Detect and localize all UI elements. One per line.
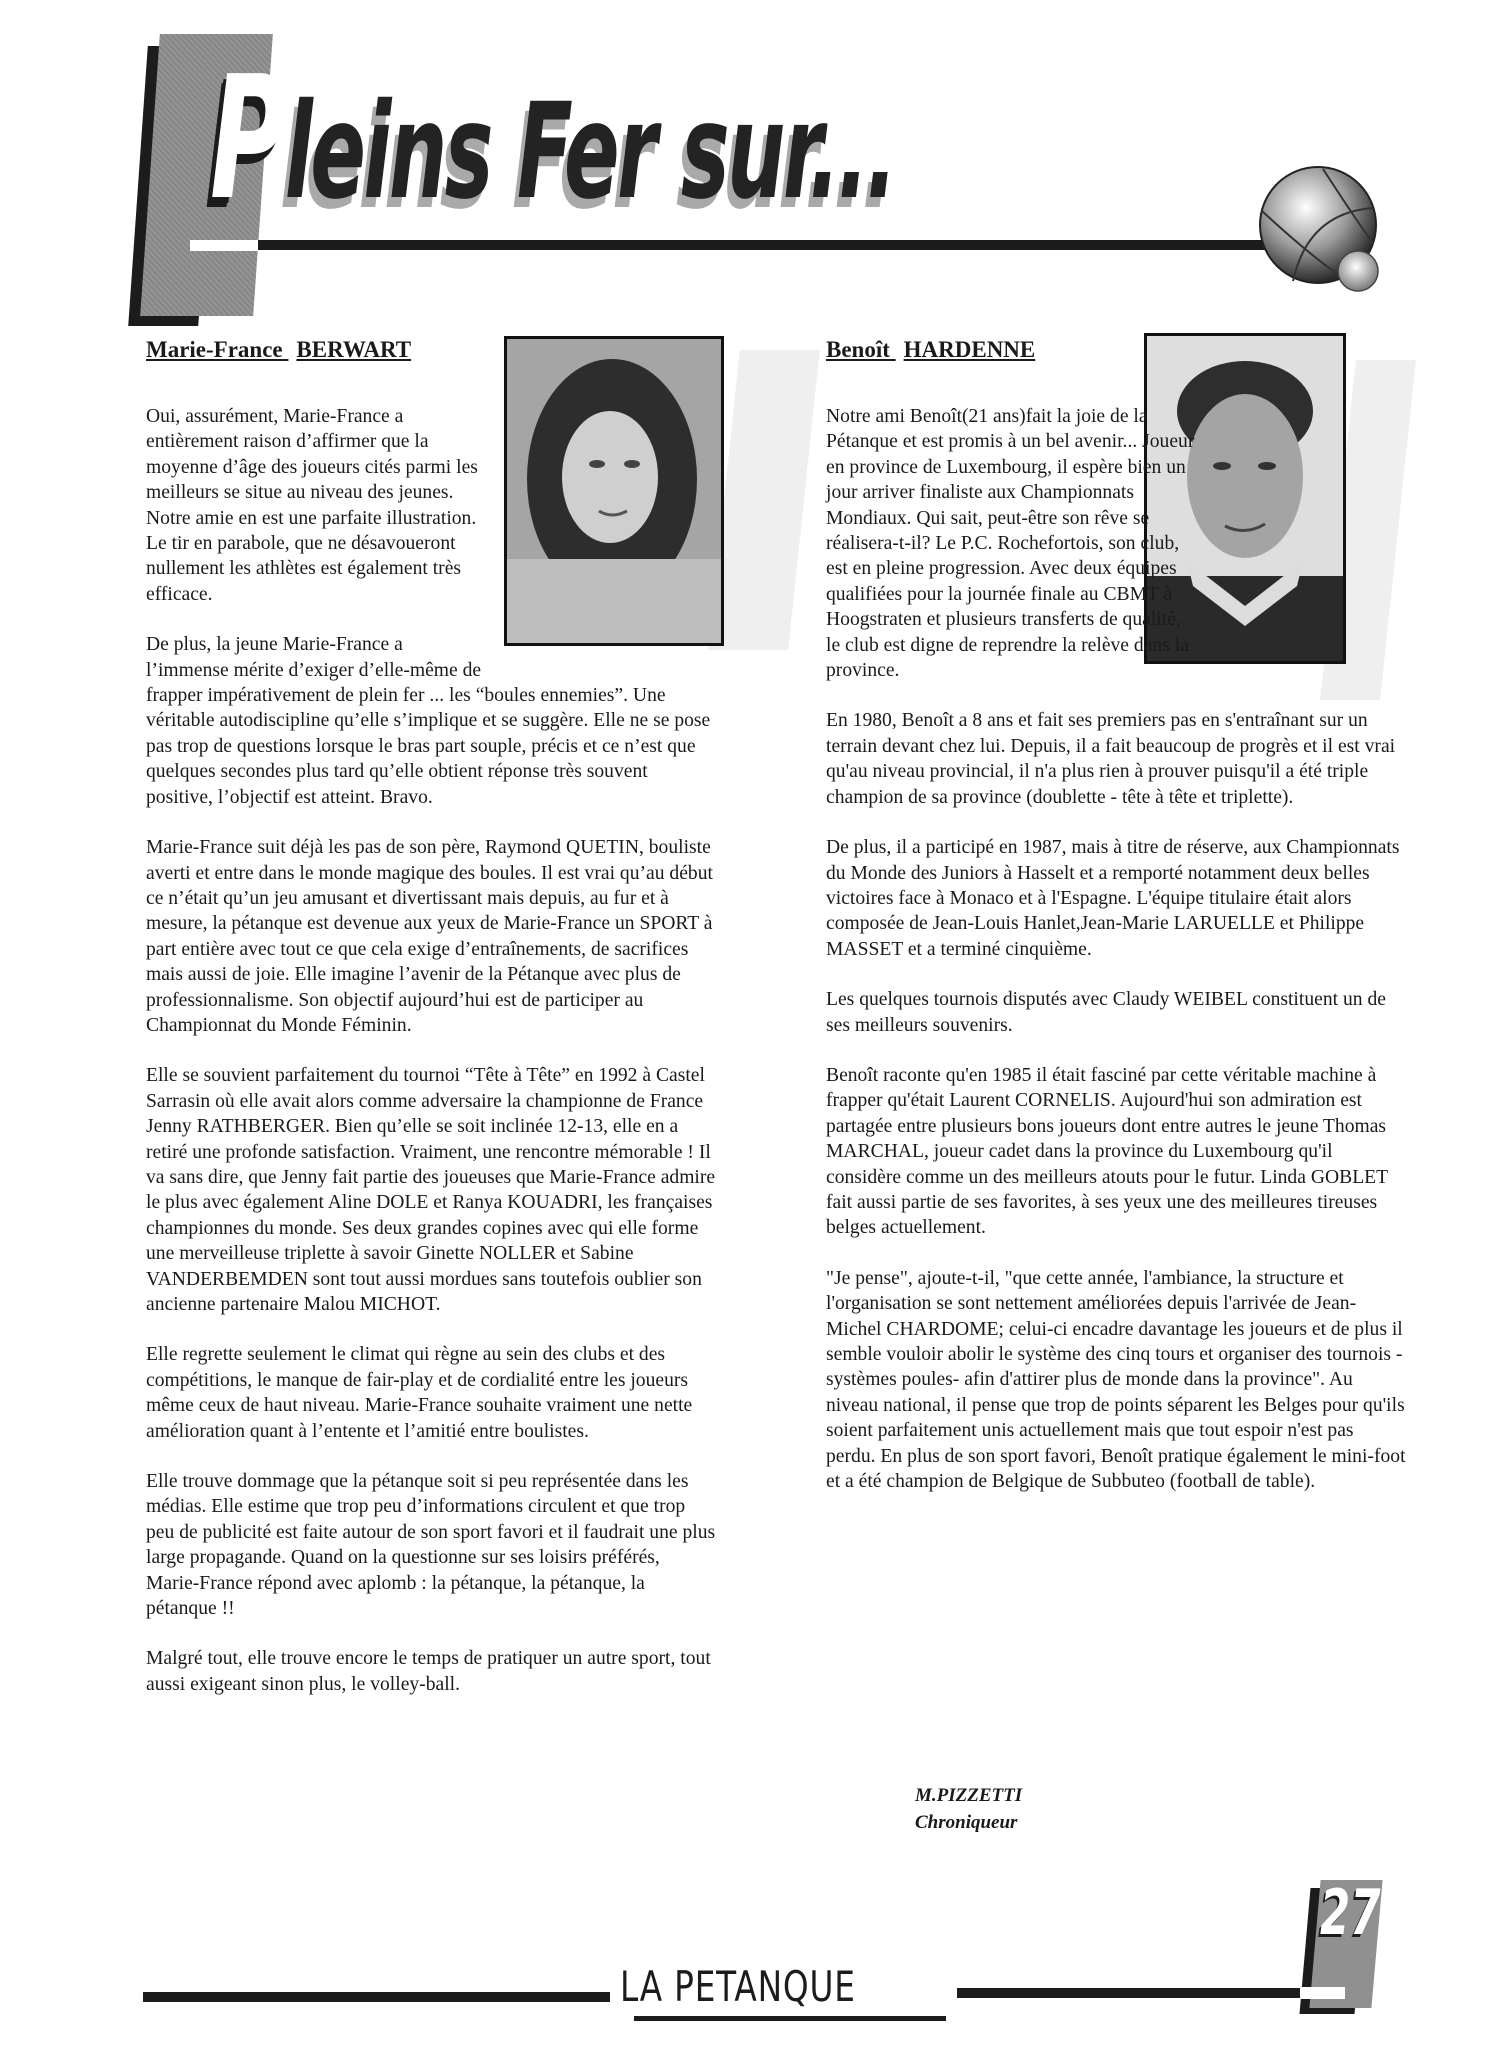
author-role: Chroniqueur <box>915 1812 1018 1833</box>
last-name: BERWART <box>296 337 412 362</box>
header-rule-highlight <box>190 240 258 251</box>
title-rest: leins Fer sur... <box>284 75 896 229</box>
first-name: Marie-France <box>146 337 283 362</box>
paragraph: Oui, assurément, Marie-France a entièrement raison d’affirmer que la moyenne d’âge des joueurs cités parmi les meilleurs se situe au niveau des jeunes. Notre amie en est une parfaite illustration. Le tir en parabole, que ne désavoueront nullement les athlètes est également très efficace. <box>146 406 478 605</box>
photo-backdrop <box>708 350 820 650</box>
article-benoit <box>826 336 1406 1519</box>
first-name: Benoît <box>826 337 890 362</box>
footer-rule-left <box>143 1992 610 2002</box>
last-name: HARDENNE <box>903 337 1036 362</box>
page-number: 27 <box>1320 1876 1381 1949</box>
paragraph: Elle trouve dommage que la pétanque soit si peu représentée dans les médias. Elle estime que trop peu d’informations circulent et que trop peu de publicité est faite autour de son sport favori et il faudrait une plus large propagande. Quand on la questionne sur ses loisirs préférés, Marie-France répond avec aplomb : la pétanque, la pétanque, la pétanque !! <box>146 1471 716 1620</box>
paragraph: Elle regrette seulement le climat qui règne au sein des clubs et des compétitions, le manque de fair-play et de cordialité entre les joueurs même ceux de haut niveau. Marie-France souhaite vraiment une nette amélioration quant à l’entente et l’amitié entre boulistes. <box>146 1344 693 1442</box>
paragraph: Malgré tout, elle trouve encore le temps de pratiquer un autre sport, tout aussi exigeant sinon plus, le volley-ball. <box>146 1648 711 1695</box>
magazine-logo: LA PETANQUE <box>620 1962 856 2011</box>
paragraph: Les quelques tournois disputés avec Claudy WEIBEL constituent un de ses meilleurs souvenirs. <box>826 989 1386 1036</box>
logo-underline <box>634 2016 946 2021</box>
footer-rule-highlight <box>1300 1987 1345 1999</box>
paragraph: Elle se souvient parfaitement du tournoi “Tête à Tête” en 1992 à Castel Sarrasin où elle avait alors comme adversaire la championne de France Jenny RATHBERGER. Bien qu’elle se soit inclinée 12-13, elle en a retiré une profonde satisfaction. Vraiment, une rencontre mémorable ! Il va sans dire, que Jenny fait partie des joueuses que Marie-France admire le plus avec également Aline DOLE et Ranya KOUADRI, les françaises championnes du monde. Ses deux grandes copines avec qui elle forme une merveilleuse triplette à savoir Ginette NOLLER et Sabine VANDERBEMDEN sont tout aussi mordues sans toutefois oublier son ancienne partenaire Malou MICHOT. <box>146 1065 716 1315</box>
author-name: M.PIZZETTI <box>915 1785 1023 1806</box>
title-initial: P <box>210 40 285 238</box>
page-title <box>210 40 896 238</box>
paragraph: En 1980, Benoît a 8 ans et fait ses premiers pas en s'entraînant sur un terrain devant chez lui. Depuis, il a fait beaucoup de progrès et il est vrai qu'au niveau provincial, il n'a plus rien à prouver puisqu'il a été triple champion de sa province (doublette - tête à tête et triplette). <box>826 710 1396 808</box>
header-rule <box>255 240 1265 250</box>
article-marie-france <box>146 336 716 1722</box>
paragraph: De plus, la jeune Marie-France a l’immense mérite d’exiger d’elle-même de frapper impérativement de plein fer ... les “boules ennemies”. Une véritable autodiscipline qu’elle s’implique et se suggère. Elle ne se pose pas trop de questions lorsque le bras part souple, précis et ce n’est que quelques secondes plus tard qu’elle obtient réponse très souvent positive, l’objectif est atteint. Bravo. <box>146 634 711 808</box>
paragraph: De plus, il a participé en 1987, mais à titre de réserve, aux Championnats du Monde des Juniors à Hasselt et a remporté notamment deux belles victoires face à Monaco et à l'Espagne. L'équipe titulaire était alors composée de Jean-Louis Hanlet,Jean-Marie LARUELLE et Philippe MASSET et a terminé cinquième. <box>826 837 1400 960</box>
photo-spacer <box>498 336 716 666</box>
paragraph: "Je pense", ajoute-t-il, "que cette année, l'ambiance, la structure et l'organisation se sont nettement améliorées depuis l'arrivée de Jean-Michel CHARDOME; celui-ci encadre davantage les joueurs et de plus il semble vouloir abolir le système des cinq tours et organiser des tournois -systèmes poules- afin d'attirer plus de monde dans la province". Au niveau national, il pense que trop de points séparent les Belges pour qu'ils soient parfaitement unis actuellement mais que tout espoir n'est pas perdu. En plus de son sport favori, Benoît pratique également le mini-foot et a été champion de Belgique de Subbuteo (football de table). <box>826 1267 1406 1493</box>
paragraph: Benoît raconte qu'en 1985 il était fasciné par cette véritable machine à frapper qu'était Laurent CORNELIS. Aujourd'hui son admiration est partagée entre plusieurs bons joueurs dont entre autres le jeune Thomas MARCHAL, joueur cadet dans la province du Luxembourg qu'il considère comme un des meilleurs atouts pour le futur. Linda GOBLET fait aussi partie de ses favorites, à ses yeux une des meilleures tireuses belges actuellement. <box>826 1064 1388 1239</box>
paragraph: Marie-France suit déjà les pas de son père, Raymond QUETIN, bouliste averti et entre dans le monde magique des boules. Il est vrai qu’au début ce n’était qu’un jeu amusant et divertissant mais depuis, au fur et à mesure, la pétanque est devenue aux yeux de Marie-France un SPORT à part entière avec tout ce que cela exige d’entraînements, de sacrifices mais aussi de joie. Elle imagine l’avenir de la Pétanque avec plus de professionnalisme. Son objectif aujourd’hui est de participer au Championnat du Monde Féminin. <box>146 837 713 1036</box>
petanque-ball-icon <box>1258 163 1386 293</box>
author-signature <box>915 1782 1022 1836</box>
paragraph: Notre ami Benoît(21 ans)fait la joie de la Pétanque et est promis à un bel avenir... Joueur en province de Luxembourg, il espère bien un jour arriver finaliste aux Championnats Mondiaux. Qui sait, peut-être son rêve se réalisera-t-il? Le P.C. Rochefortois, son club, est en pleine progression. Avec deux équipes qualifiées pour la journée finale au CBMT à Hoogstraten et plusieurs transferts de qualité, le club est digne de reprendre la relève dans la province. <box>826 406 1195 682</box>
photo-spacer <box>1206 336 1406 666</box>
